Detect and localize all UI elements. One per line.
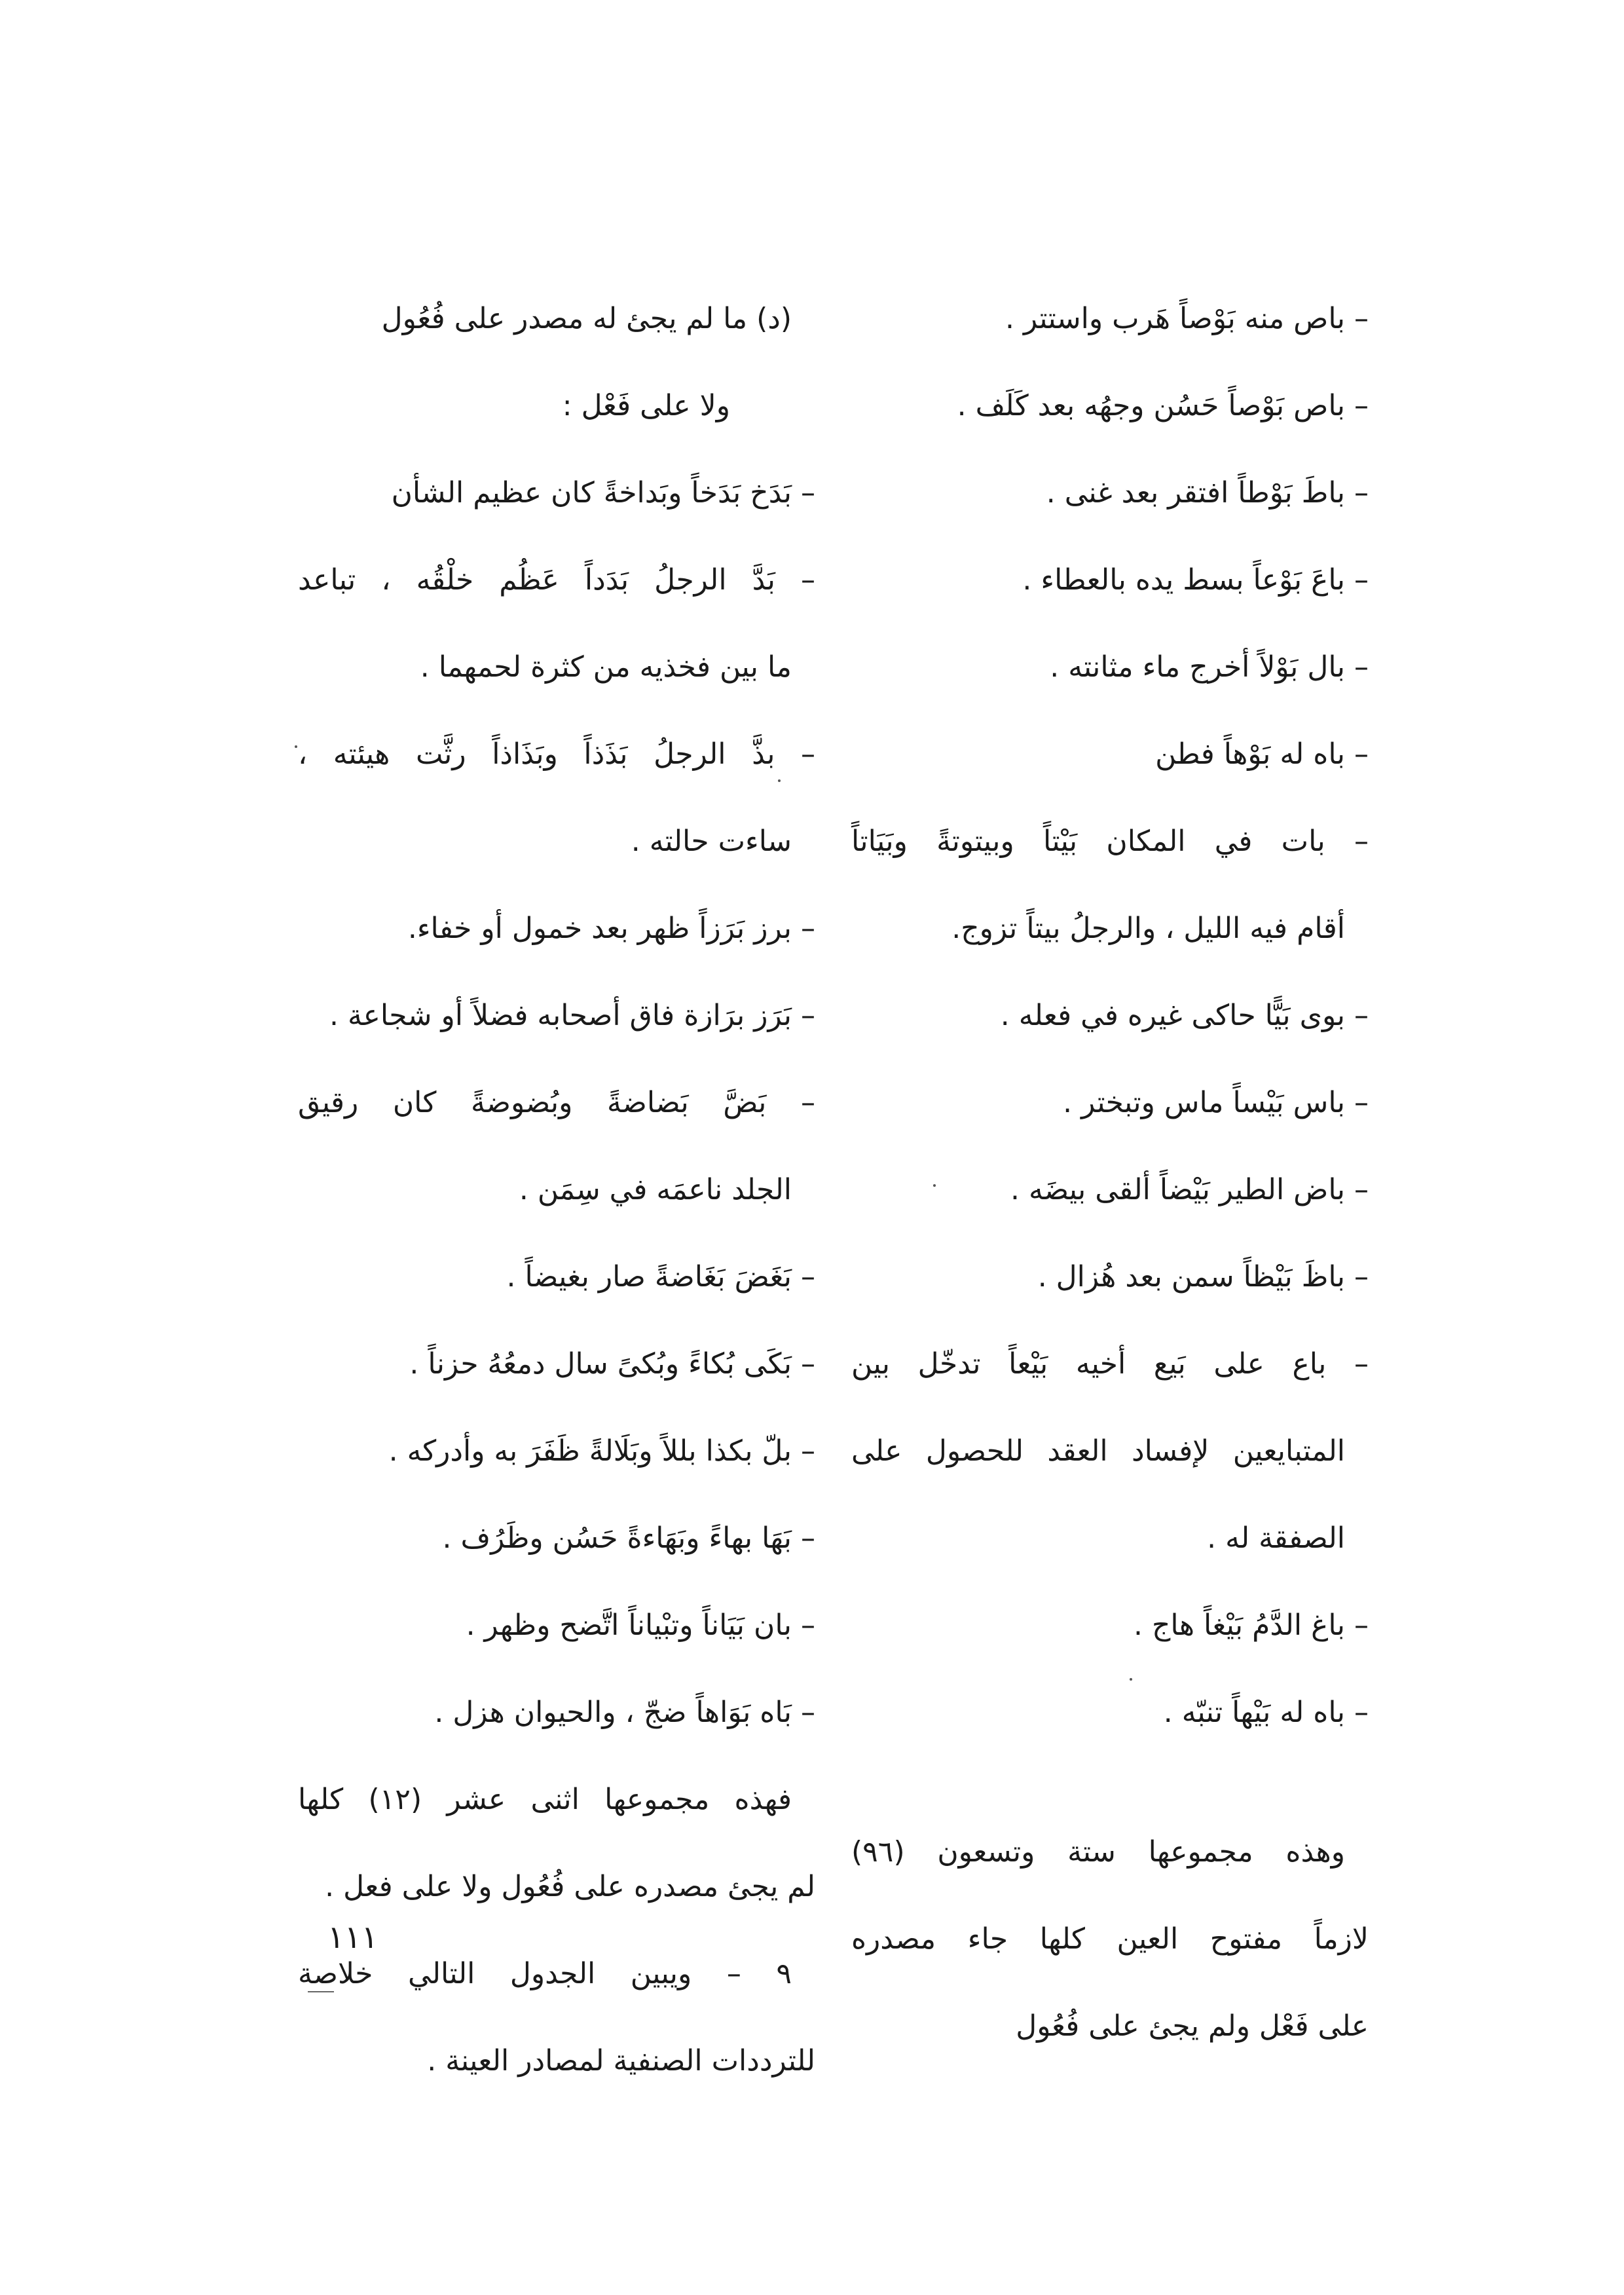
text-line: ما بين فخذيه من كثرة لحمهما . xyxy=(420,650,792,684)
left-column xyxy=(298,275,815,2104)
scan-speck xyxy=(778,779,781,782)
text-line: – بَاه بَوَاهاً ضجّ ، والحيوان هزل . xyxy=(434,1696,815,1729)
right-column xyxy=(851,275,1369,2070)
summary-line: وهذه مجموعها ستة وتسعون (٩٦) xyxy=(851,1835,1345,1869)
scan-speck xyxy=(1130,1678,1132,1681)
text-line: الجلد ناعمَه في سِمَن . xyxy=(519,1173,792,1206)
text-line: المتبايعين لإفساد العقد للحصول على xyxy=(851,1434,1345,1468)
page-number: ١١١ xyxy=(327,1919,378,1956)
text-line: – باص بَوْصاً حَسُن وجهُه بعد كَلَف . xyxy=(957,389,1369,422)
text-line: – بلّ بكذا بللاً وبَلَالةً ظَفَرَ به وأدركه . xyxy=(388,1434,815,1468)
text-line: – باغ الدَّمُ بَيْغاً هاج . xyxy=(1134,1609,1369,1642)
text-line: – بَغَضَ بَغَاضةً صار بغيضاً . xyxy=(506,1260,815,1294)
text-line: – باعَ بَوْعاً بسط يده بالعطاء . xyxy=(1022,563,1369,597)
text-line: – بَكَى بُكاءً وبُكىً سال دمعُهُ حزناً . xyxy=(409,1347,815,1381)
text-line: – بَهَا بهاءً وبَهَاءةً حَسُن وظَرُف . xyxy=(442,1521,815,1555)
text-line: – بال بَوْلاً أخرج ماء مثانته . xyxy=(1050,650,1369,684)
text-line: – بَدَّ الرجلُ بَدَداً عَظُم خلْقُه ، تباعد xyxy=(298,563,815,597)
scan-speck xyxy=(933,1184,936,1187)
text-line: – بات في المكان بَيْتاً وبيتوتةً وبَيَاتاً xyxy=(851,825,1369,858)
text-line: أقام فيه الليل ، والرجلُ بيتاً تزوج. xyxy=(951,912,1345,945)
summary-line: فهذه مجموعها اثنى عشر (١٢) كلها xyxy=(298,1783,792,1816)
text-line: الصفقة له . xyxy=(1207,1521,1345,1555)
text-line: – برز بَرَزاً ظهر بعد خمول أو خفاء. xyxy=(407,912,815,945)
paragraph-gap xyxy=(851,1756,1369,1808)
text-line: – بذَّ الرجلُ بَذَذاً وبَذَاذاً رثَّت هيئته ، xyxy=(298,737,815,771)
summary-line: على فَعْل ولم يجئ على فُعُول xyxy=(1016,2009,1369,2043)
section-heading: (د) ما لم يجئ له مصدر على فُعُول xyxy=(381,302,792,335)
text-line: – باع على بَيع أخيه بَيْعاً تدخّل بين xyxy=(851,1347,1369,1381)
text-line: – باس بَيْساً ماس وتبختر . xyxy=(1063,1086,1369,1119)
summary-line: لم يجئ مصدره على فُعُول ولا على فعل . xyxy=(325,1870,815,1903)
text-line: – بوى بَيًّا حاكى غيره في فعله . xyxy=(1000,999,1369,1032)
text-line: – باه له بَيْهاً تنبّه . xyxy=(1163,1696,1369,1729)
summary-line: لازماً مفتوح العين كلها جاء مصدره xyxy=(851,1922,1369,1956)
scan-speck xyxy=(295,745,297,748)
text-line: – بَضَّ بَضاضةً وبُضوضةً كان رقيق xyxy=(298,1086,815,1119)
text-line: – باطَ بَوْطاً افتقر بعد غنى . xyxy=(1046,476,1369,510)
text-line: – بَدَخ بَدَخاً وبَداخةً كان عظيم الشأن xyxy=(391,476,815,510)
section-heading: ولا على فَعْل : xyxy=(562,389,730,422)
text-line: – بان بَيَاناً وتبْياناً اتَّضح وظهر . xyxy=(466,1609,815,1642)
text-line: – باظَ بَيْظاً سمن بعد هُزال . xyxy=(1037,1260,1369,1294)
text-line: – باه له بَوْهاً فطن xyxy=(1155,737,1369,771)
summary-line: للترددات الصنفية لمصادر العينة . xyxy=(427,2044,815,2078)
summary-line: ٩ – ويبين الجدول التالي خلاصة xyxy=(298,1957,792,1990)
text-line: – باض الطير بَيْضاً ألقى بيضَه . xyxy=(1010,1173,1369,1206)
text-line: – بَرَز برَازة فاق أصحابه فضلاً أو شجاعة . xyxy=(329,999,815,1032)
footer-rule xyxy=(308,1991,334,1992)
text-line: – باص منه بَوْصاً هَرب واستتر . xyxy=(1005,302,1369,335)
text-line: ساءت حالته . xyxy=(631,825,792,858)
